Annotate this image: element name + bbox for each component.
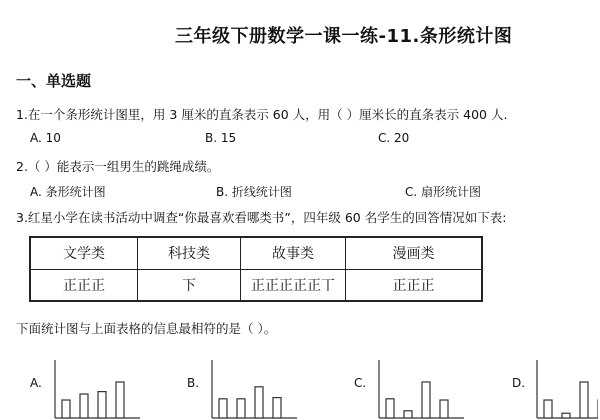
- chart-bar: [544, 400, 552, 418]
- table-cell: 正正正正正丅: [241, 269, 346, 301]
- tally-table: [29, 236, 483, 302]
- choice-a-label[interactable]: A.: [30, 376, 42, 390]
- question-1-text: 1.在一个条形统计图里，用 3 厘米的直条表示 60 人，用（ ）厘米长的直条表示 400 人.: [16, 107, 508, 122]
- choice-b-chart[interactable]: [207, 358, 299, 420]
- choice-d-chart[interactable]: [532, 358, 598, 420]
- chart-bar: [422, 382, 430, 418]
- tally-table-data-row: [30, 269, 482, 301]
- choice-a-chart[interactable]: [50, 358, 142, 420]
- table-header-cell: 漫画类: [346, 237, 483, 269]
- table-cell: 正正正: [30, 269, 138, 301]
- choice-d-label[interactable]: D.: [512, 376, 526, 390]
- chart-bar: [219, 399, 227, 418]
- question-1-option-a[interactable]: A. 10: [30, 131, 61, 145]
- chart-bar: [116, 382, 124, 418]
- table-header-cell: 故事类: [241, 237, 346, 269]
- question-3-followup: 下面统计图与上面表格的信息最相符的是（ ）。: [16, 321, 277, 336]
- choice-b-label[interactable]: B.: [187, 376, 200, 390]
- chart-bar: [562, 413, 570, 418]
- chart-bar: [404, 411, 412, 418]
- chart-bar: [580, 382, 588, 418]
- chart-bar: [440, 400, 448, 418]
- chart-bar: [255, 387, 263, 418]
- table-header-cell: 文学类: [30, 237, 138, 269]
- question-2-option-b[interactable]: B. 折线统计图: [216, 185, 292, 199]
- question-2-text: 2.（ ）能表示一组男生的跳绳成绩。: [16, 159, 220, 174]
- choice-c-chart[interactable]: [374, 358, 466, 420]
- table-cell: 下: [138, 269, 241, 301]
- question-1-option-b[interactable]: B. 15: [205, 131, 237, 145]
- chart-bar: [80, 394, 88, 418]
- page-title: 三年级下册数学一课一练-11.条形统计图: [175, 26, 513, 47]
- question-3-text: 3.红星小学在读书活动中调查“你最喜欢看哪类书”，四年级 60 名学生的回答情况如下表:: [16, 210, 507, 225]
- chart-bar: [62, 400, 70, 418]
- question-1-option-c[interactable]: C. 20: [378, 131, 410, 145]
- question-2-option-c[interactable]: C. 扇形统计图: [405, 185, 482, 199]
- question-2-option-a[interactable]: A. 条形统计图: [30, 185, 106, 199]
- choice-c-label[interactable]: C.: [354, 376, 367, 390]
- chart-bar: [237, 399, 245, 418]
- chart-bar: [98, 392, 106, 418]
- table-header-cell: 科技类: [138, 237, 241, 269]
- tally-table-header-row: [30, 237, 482, 269]
- chart-bar: [386, 399, 394, 418]
- chart-bar: [273, 398, 281, 418]
- table-cell: 正正正: [346, 269, 483, 301]
- section-heading: 一、单选题: [16, 72, 92, 90]
